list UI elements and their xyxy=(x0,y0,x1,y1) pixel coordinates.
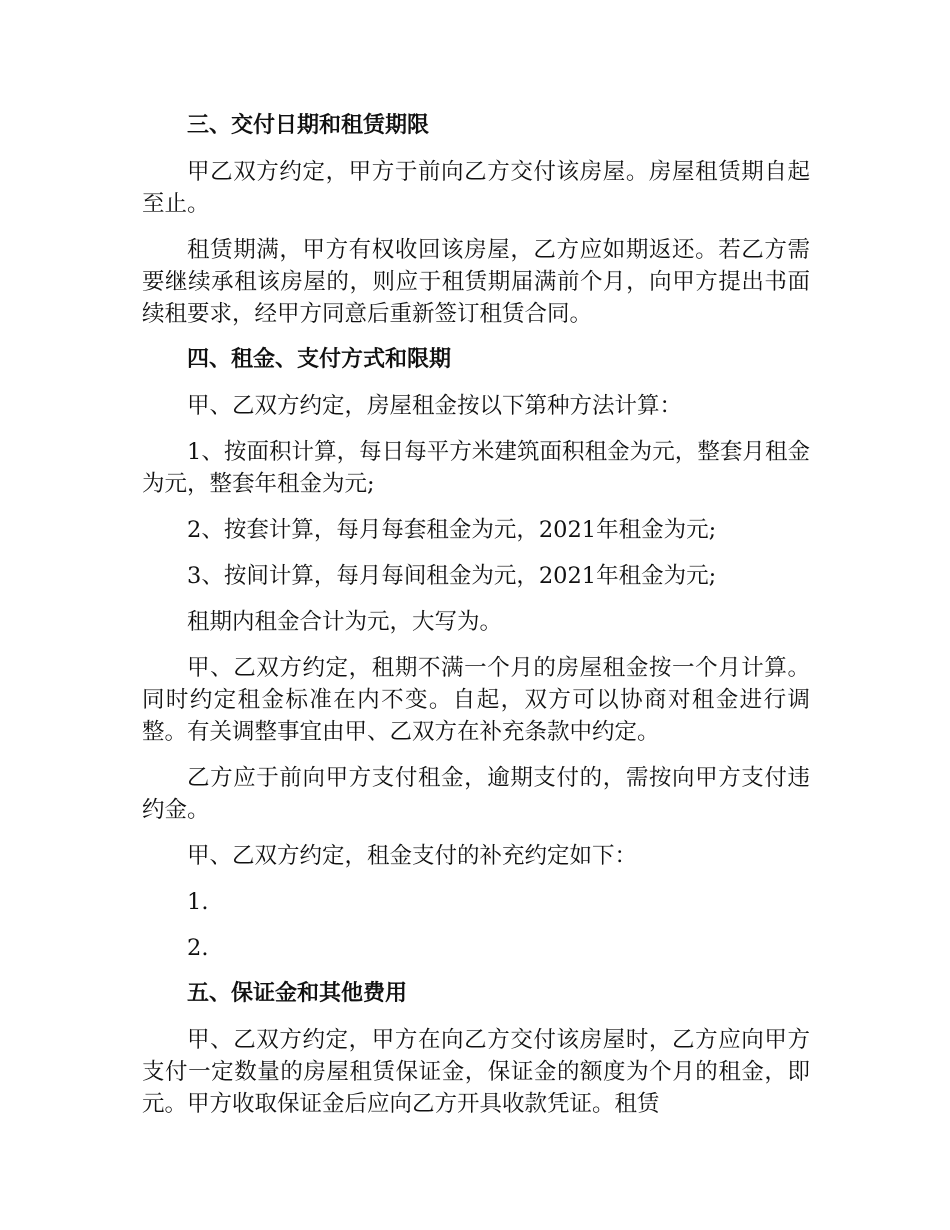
section-4-heading: 四、租金、支付方式和限期 xyxy=(187,347,452,372)
section-4-paragraph-1: 甲、乙双方约定，房屋租金按以下第种方法计算： xyxy=(187,393,683,419)
section-3-paragraph-2: 租赁期满，甲方有权收回该房屋，乙方应如期返还。若乙方需要继续承租该房屋的，则应于租赁期届满前个月，向甲方提出书面续租要求，经甲方同意后重新签订租赁合同。 xyxy=(142,237,810,327)
section-4-list-item-1: 1. xyxy=(187,889,209,915)
section-4-paragraph-8: 甲、乙双方约定，租金支付的补充约定如下： xyxy=(187,843,638,869)
section-4-paragraph-7: 乙方应于前向甲方支付租金，逾期支付的，需按向甲方支付违约金。 xyxy=(142,765,810,823)
section-3-paragraph-1: 甲乙双方约定，甲方于前向乙方交付该房屋。房屋租赁期自起至止。 xyxy=(142,159,810,217)
section-5-heading: 五、保证金和其他费用 xyxy=(187,981,408,1006)
section-4-paragraph-6: 甲、乙双方约定，租期不满一个月的房屋租金按一个月计算。同时约定租金标准在内不变。自起，双方可以协商对租金进行调整。有关调整事宜由甲、乙双方在补充条款中约定。 xyxy=(142,655,810,745)
section-4-paragraph-5: 租期内租金合计为元，大写为。 xyxy=(187,609,503,635)
section-4-paragraph-3: 2、按套计算，每月每套租金为元，2021年租金为元; xyxy=(187,517,717,543)
section-4-paragraph-2: 1、按面积计算，每日每平方米建筑面积租金为元，整套月租金为元，整套年租金为元; xyxy=(142,439,810,497)
section-5-paragraph-1: 甲、乙双方约定，甲方在向乙方交付该房屋时，乙方应向甲方支付一定数量的房屋租赁保证金，保证金的额度为个月的租金，即元。甲方收取保证金后应向乙方开具收款凭证。租赁 xyxy=(142,1027,810,1117)
section-4-list-item-2: 2. xyxy=(187,935,209,961)
section-3-heading: 三、交付日期和租赁期限 xyxy=(187,113,430,138)
section-4-paragraph-4: 3、按间计算，每月每间租金为元，2021年租金为元; xyxy=(187,563,717,589)
